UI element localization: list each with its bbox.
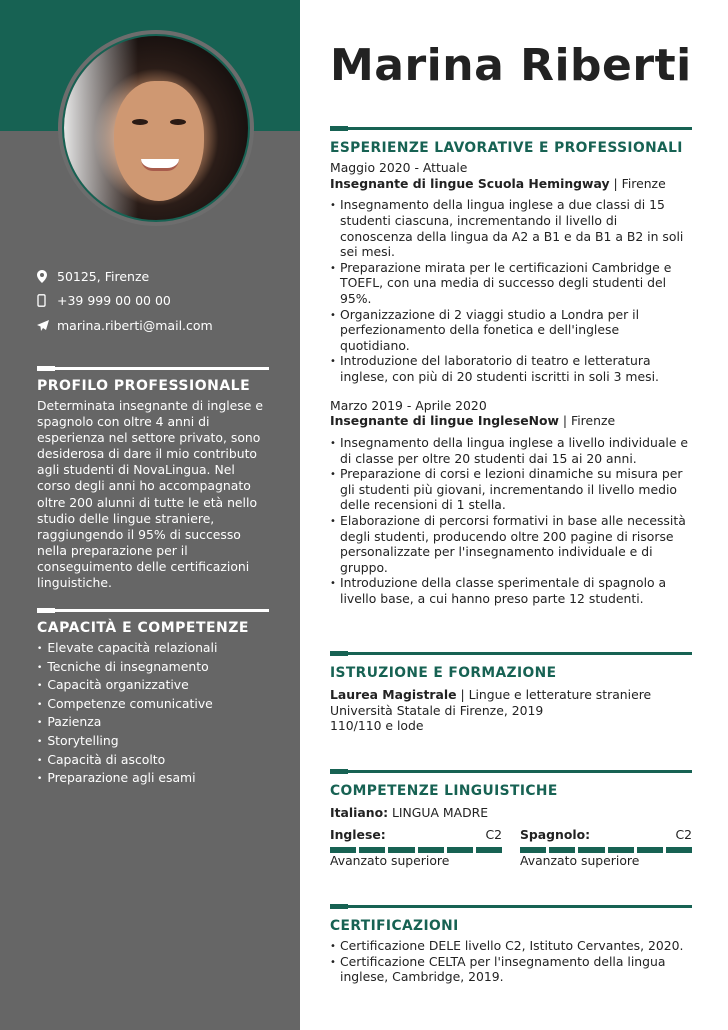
contact-info bbox=[37, 264, 213, 338]
sidebar bbox=[0, 0, 300, 1030]
experience-title: ESPERIENZE LAVORATIVE E PROFESSIONALI bbox=[330, 140, 683, 156]
job-bullets bbox=[330, 435, 692, 607]
languages-title: COMPETENZE LINGUISTICHE bbox=[330, 783, 558, 799]
languages-section bbox=[330, 770, 692, 868]
list-item: • Introduzione del laboratorio di teatro e letteratura inglese, con più di 20 studenti iscritti in soli 3 mesi. bbox=[340, 353, 692, 384]
level-badge: C2 bbox=[485, 826, 502, 842]
paper-plane-icon bbox=[37, 320, 57, 331]
language-english: Inglese: C2 Avanzato superiore bbox=[330, 826, 502, 868]
job-bullets bbox=[330, 197, 692, 384]
list-item: • Introduzione della classe sperimentale di spagnolo a livello base, a cui hanno preso parte 12 studenti. bbox=[340, 575, 692, 606]
profile-photo bbox=[58, 30, 254, 226]
list-item: • Elaborazione di percorsi formativi in base alle necessità degli studenti, producendo oltre 200 pagine di risorse personalizzate per l'insegnamento individuale e di gruppo. bbox=[340, 513, 692, 575]
list-item: • Storytelling bbox=[37, 733, 269, 752]
education-title: ISTRUZIONE E FORMAZIONE bbox=[330, 665, 557, 681]
list-item: • Capacità di ascolto bbox=[37, 752, 269, 771]
job-entry bbox=[330, 398, 692, 607]
profile-text: Determinata insegnante di inglese e spagnolo con oltre 4 anni di esperienza nel settore privato, sono desiderosa di dare il mio contributo agli studenti di NovaLingua. Nel corso degli anni ho accompagnato oltre 200 alunni di tutte le età nello studio delle lingue straniere, raggiungendo il 95% di successo nella preparazione per il conseguimento delle certificazioni linguistiche. bbox=[37, 398, 263, 591]
divider bbox=[330, 652, 692, 655]
job-period: Maggio 2020 - Attuale bbox=[330, 160, 468, 175]
job-role: Insegnante di lingue IngleseNow bbox=[330, 413, 559, 429]
list-item: • Elevate capacità relazionali bbox=[37, 640, 269, 659]
job-location: Firenze bbox=[621, 175, 666, 191]
experience-section bbox=[330, 127, 692, 606]
list-item: • Certificazione CELTA per l'insegnamento della lingua inglese, Cambridge, 2019. bbox=[340, 954, 692, 985]
contact-phone: +39 999 00 00 00 bbox=[37, 289, 213, 314]
list-item: • Capacità organizzative bbox=[37, 677, 269, 696]
divider bbox=[330, 905, 692, 908]
location-pin-icon bbox=[37, 270, 57, 283]
skills-section bbox=[37, 609, 269, 789]
language-spanish: Spagnolo: C2 Avanzato superiore bbox=[520, 826, 692, 868]
profile-title: PROFILO PROFESSIONALE bbox=[37, 378, 251, 394]
skills-title: CAPACITÀ E COMPETENZE bbox=[37, 620, 249, 636]
list-item: • Preparazione di corsi e lezioni dinamiche su misura per gli studenti più giovani, incrementando il livello medio delle recensioni di 1 stella. bbox=[340, 466, 692, 513]
native-language: Italiano: LINGUA MADRE bbox=[330, 805, 489, 820]
divider bbox=[330, 770, 692, 773]
education-section bbox=[330, 652, 692, 734]
certifications-list bbox=[330, 938, 692, 985]
education-entry: Laurea Magistrale | Lingue e letterature straniere Università Statale di Firenze, 2019 110/110 e lode bbox=[330, 687, 692, 734]
degree: Laurea Magistrale bbox=[330, 687, 457, 702]
list-item: • Pazienza bbox=[37, 714, 269, 733]
job-role: Insegnante di lingue Scuola Hemingway bbox=[330, 175, 610, 191]
avatar bbox=[62, 34, 250, 222]
job-header: Insegnante di lingue Scuola Hemingway | Firenze bbox=[330, 175, 666, 191]
list-item: • Preparazione agli esami bbox=[37, 770, 269, 789]
field: Lingue e letterature straniere bbox=[468, 687, 652, 702]
skills-list bbox=[37, 640, 269, 789]
page-title: Marina Riberti bbox=[330, 40, 692, 91]
phone-icon bbox=[37, 294, 57, 307]
divider bbox=[37, 367, 269, 370]
list-item: • Insegnamento della lingua inglese a livello individuale e di classe per oltre 20 studenti dai 15 ai 20 anni. bbox=[340, 435, 692, 466]
certifications-title: CERTIFICAZIONI bbox=[330, 918, 459, 934]
list-item: • Organizzazione di 2 viaggi studio a Londra per il perfezionamento della fonetica e dell'inglese quotidiano. bbox=[340, 307, 692, 354]
job-header: Insegnante di lingue IngleseNow | Firenze bbox=[330, 413, 616, 429]
certifications-section bbox=[330, 905, 692, 985]
job-period: Marzo 2019 - Aprile 2020 bbox=[330, 397, 487, 413]
divider bbox=[330, 127, 692, 130]
list-item: • Tecniche di insegnamento bbox=[37, 659, 269, 678]
job-entry bbox=[330, 160, 692, 385]
school: Università Statale di Firenze, 2019 bbox=[330, 702, 544, 718]
profile-section bbox=[37, 367, 269, 591]
list-item: • Competenze comunicative bbox=[37, 696, 269, 715]
divider bbox=[37, 609, 269, 612]
contact-email[interactable]: marina.riberti@mail.com bbox=[37, 313, 213, 338]
list-item: • Preparazione mirata per le certificazioni Cambridge e TOEFL, con una media di successo degli studenti del 95%. bbox=[340, 260, 692, 307]
list-item: • Insegnamento della lingua inglese a due classi di 15 studenti ciascuna, incrementando il livello di conoscenza della lingua da A2 a B1 e da B1 a B2 in soli sei mesi. bbox=[340, 197, 692, 259]
level-badge: C2 bbox=[675, 826, 692, 842]
grade: 110/110 e lode bbox=[330, 718, 424, 734]
list-item: • Certificazione DELE livello C2, Istituto Cervantes, 2020. bbox=[340, 938, 692, 954]
job-location: Firenze bbox=[571, 413, 616, 429]
contact-address: 50125, Firenze bbox=[37, 264, 213, 289]
